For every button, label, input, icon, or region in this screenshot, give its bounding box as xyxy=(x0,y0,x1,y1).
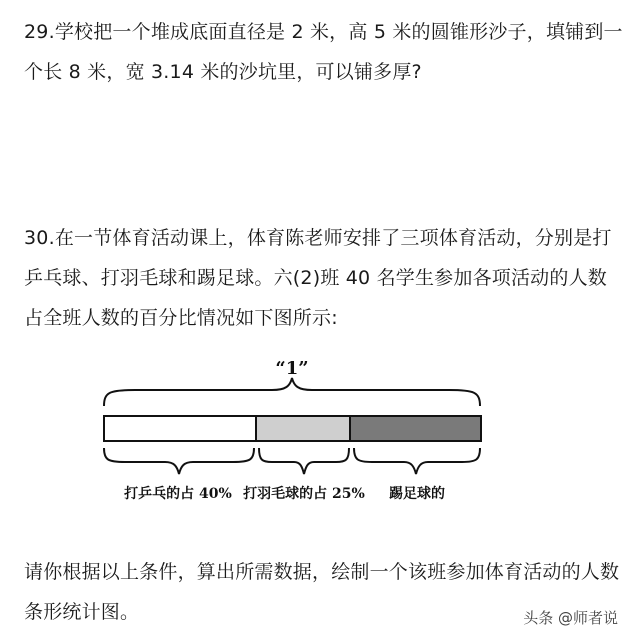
segment-badminton-bar xyxy=(256,416,350,441)
question-30-text: 30.在一节体育活动课上，体育陈老师安排了三项体育活动，分别是打乒乓球、打羽毛球和踢足球。六(2)班 40 名学生参加各项活动的人数占全班人数的百分比情况如下图所示: xyxy=(24,227,612,329)
segment-pingpong-bar xyxy=(104,416,256,441)
segment-pingpong-label: 打乒乓的占 40% xyxy=(124,486,232,502)
whole-label: “1” xyxy=(275,358,309,379)
question-29-text: 29.学校把一个堆成底面直径是 2 米，高 5 米的圆锥形沙子，填铺到一个长 8 米，宽 3.14 米的沙坑里，可以铺多厚? xyxy=(24,21,623,83)
segment-football-bar xyxy=(350,416,481,441)
segment-badminton-label: 打羽毛球的占 25% xyxy=(243,486,365,502)
segment-pingpong-brace xyxy=(104,448,254,474)
segment-badminton-brace xyxy=(259,448,349,474)
watermark: 头条 @师者说 xyxy=(519,606,622,629)
segment-football-label: 踢足球的 xyxy=(389,486,445,502)
question-30-task-text: 请你根据以上条件，算出所需数据，绘制一个该班参加体育活动的人数条形统计图。 xyxy=(24,561,620,623)
whole-brace xyxy=(104,378,480,406)
segment-football-brace xyxy=(354,448,480,474)
